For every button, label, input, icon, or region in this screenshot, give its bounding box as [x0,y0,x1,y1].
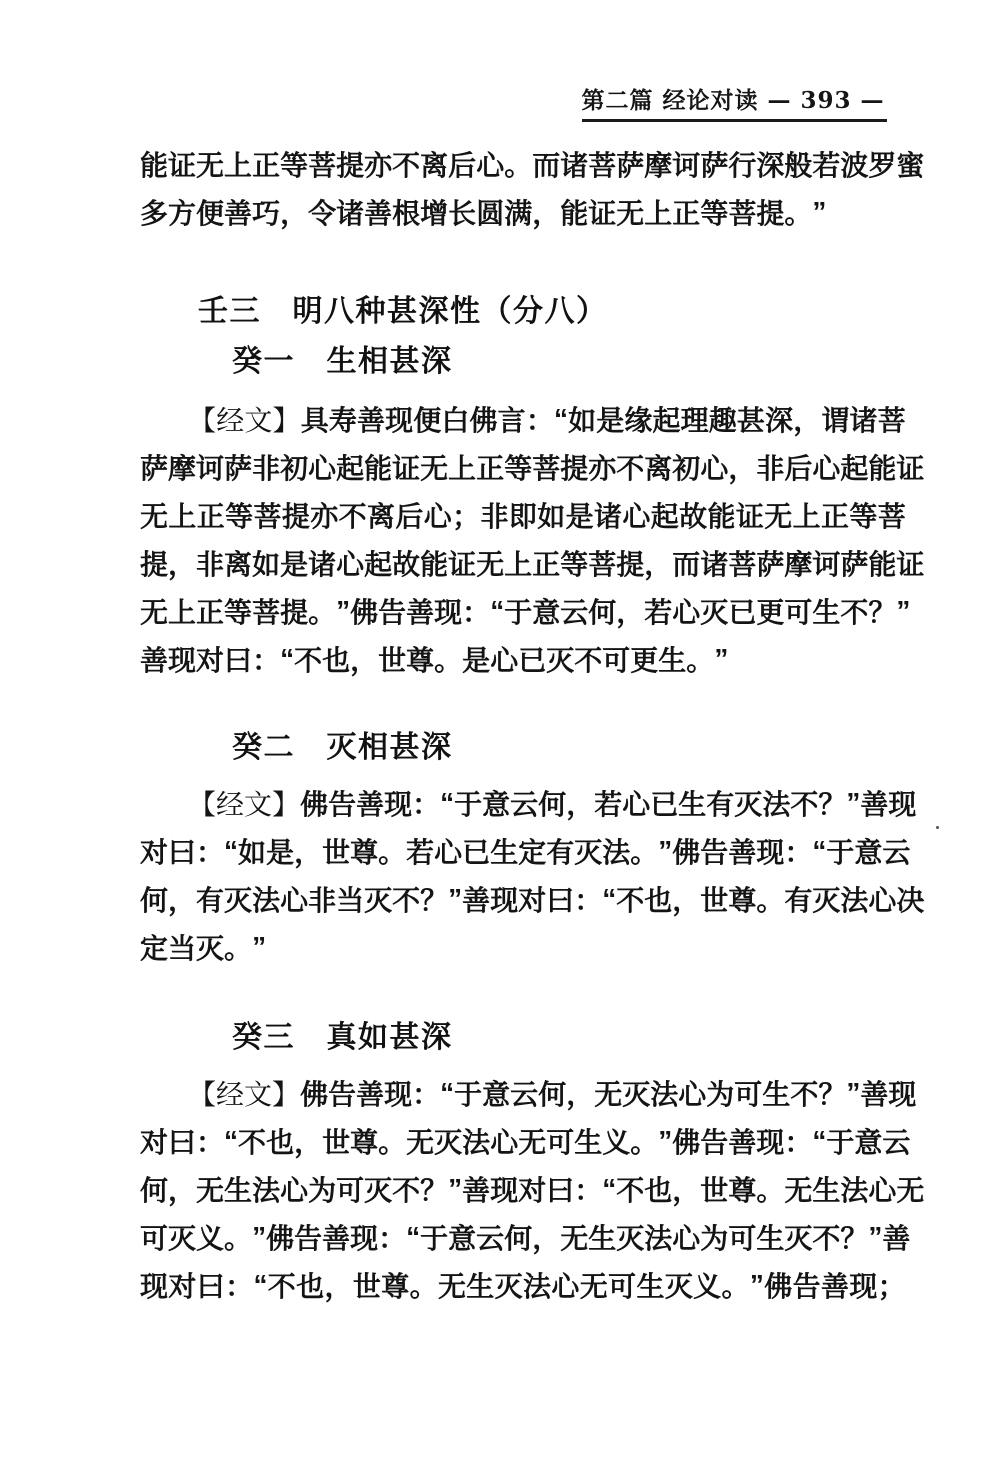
content [140,0,925,1309]
text-line: 何 ， 无 生 法 心 为 可 灭 不 ？ ” 善 现 对 曰 ： “ 不 也 ， 世 尊 。 无 生 法 心 无 [140,1173,925,1206]
para-jingwen-1 [140,395,925,683]
text-line: 能 证 无 上 正 等 菩 提 亦 不 离 后 心 。 而 诸 菩 萨 摩 诃 萨 行 深 般 若 波 罗 蜜 [140,150,925,181]
text-line: 萨 摩 诃 萨 非 初 心 起 能 证 无 上 正 等 菩 提 亦 不 离 初 心 ， 非 后 心 起 能 证 [140,453,925,484]
text-line: 定 当 灭 。 ” [140,931,267,964]
scan-speck [936,826,939,829]
para-jingwen-2 [140,779,925,971]
text-line: 无 上 正 等 菩 提 。 ” 佛 告 善 现 ： “ 于 意 云 何 ， 若 心 灭 已 更 可 生 不 ？ ” [140,595,911,628]
heading-gui-er: 癸二 灭相甚深 [232,731,453,764]
heading-gui-san: 癸三 真如甚深 [232,1021,453,1054]
text-line: 【 经 文 】 佛 告 善 现 ： “ 于 意 云 何 ， 若 心 已 生 有 灭 法 不 ？ ” 善 现 [188,787,917,821]
para-jingwen-3 [140,1069,925,1309]
text-line: 【 经 文 】 佛 告 善 现 ： “ 于 意 云 何 ， 无 灭 法 心 为 可 生 不 ？ ” 善 现 [188,1077,917,1111]
running-header-text: 第二篇 经论对读 — 393 — [581,87,885,114]
text-line: 对 曰 ： “ 不 也 ， 世 尊 。 无 灭 法 心 无 可 生 义 。 ” 佛 告 善 现 ： “ 于 意 云 [140,1125,911,1158]
text-line: 对 曰 ： “ 如 是 ， 世 尊 。 若 心 已 生 定 有 灭 法 。 ” 佛 告 善 现 ： “ 于 意 云 [140,835,911,868]
text-line: 无 上 正 等 菩 提 亦 不 离 后 心 ； 非 即 如 是 诸 心 起 故 能 证 无 上 正 等 菩 [140,501,906,532]
text-line: 【 经 文 】 具 寿 善 现 便 白 佛 言 ： “ 如 是 缘 起 理 趣 甚 深 ， 谓 诸 菩 [188,403,906,437]
text-line: 何 ， 有 灭 法 心 非 当 灭 不 ？ ” 善 现 对 曰 ： “ 不 也 ， 世 尊 。 有 灭 法 心 决 [140,883,925,916]
text-line: 现 对 曰 ： “ 不 也 ， 世 尊 。 无 生 灭 法 心 无 可 生 灭 义 。 ” 佛 告 善 现 ； [140,1269,906,1302]
text-line: 多 方 便 善 巧 ， 令 诸 善 根 增 长 圆 满 ， 能 证 无 上 正 等 菩 提 。 ” [140,196,827,229]
text-line: 可 灭 义 。 ” 佛 告 善 现 ： “ 于 意 云 何 ， 无 生 灭 法 心 为 可 生 灭 不 ？ ” 善 [140,1221,911,1254]
para-opening-continuation [140,140,925,236]
text-line: 提 ， 非 离 如 是 诸 心 起 故 能 证 无 上 正 等 菩 提 ， 而 诸 菩 萨 摩 诃 萨 能 证 [140,549,925,580]
heading-gui-yi: 癸一 生相甚深 [232,345,453,378]
heading-ren-san: 壬三 明八种甚深性（分八） [198,295,608,328]
text-line: 善 现 对 曰 ： “ 不 也 ， 世 尊 。 是 心 已 灭 不 可 更 生 。 ” [140,643,729,676]
